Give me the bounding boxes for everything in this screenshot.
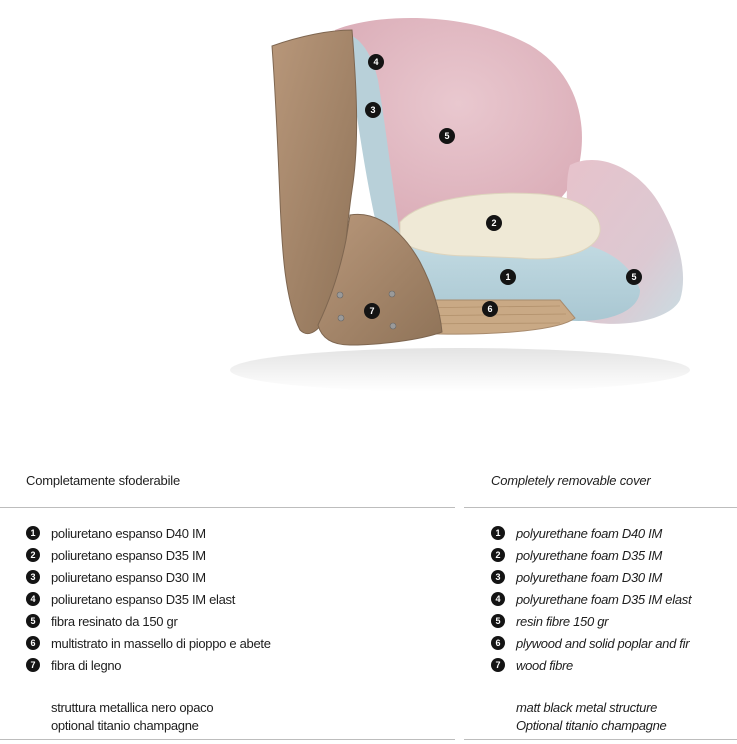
list-item xyxy=(491,588,691,610)
number-badge: 5 xyxy=(491,614,505,628)
list-item xyxy=(26,588,271,610)
list-item xyxy=(26,632,271,654)
marker-label: 4 xyxy=(373,57,379,68)
english-title: Completely removable cover xyxy=(491,473,651,488)
material-label: polyurethane foam D35 IM xyxy=(516,547,662,563)
italian-bottom-rule xyxy=(0,739,455,740)
list-item xyxy=(26,654,271,676)
marker-6 xyxy=(482,301,498,317)
material-label: polyurethane foam D30 IM xyxy=(516,569,662,585)
number-badge: 7 xyxy=(26,658,40,672)
number-badge: 7 xyxy=(491,658,505,672)
number-badge: 6 xyxy=(491,636,505,650)
number-badge: 6 xyxy=(26,636,40,650)
marker-3 xyxy=(365,102,381,118)
list-item xyxy=(491,566,691,588)
number-badge: 2 xyxy=(26,548,40,562)
material-label: polyurethane foam D40 IM xyxy=(516,525,662,541)
material-label: fibra resinato da 150 gr xyxy=(51,613,178,629)
list-item xyxy=(26,544,271,566)
list-item xyxy=(491,522,691,544)
english-materials-list xyxy=(491,522,691,676)
english-column xyxy=(491,470,737,733)
marker-5 xyxy=(439,128,455,144)
list-item xyxy=(26,610,271,632)
material-label: poliuretano espanso D35 IM xyxy=(51,547,206,563)
material-label: resin fibre 150 gr xyxy=(516,613,609,629)
number-badge: 4 xyxy=(491,592,505,606)
list-item xyxy=(491,632,691,654)
list-item xyxy=(26,566,271,588)
material-label: poliuretano espanso D35 IM elast xyxy=(51,591,236,607)
english-rule xyxy=(464,507,737,508)
number-badge: 1 xyxy=(491,526,505,540)
material-label: poliuretano espanso D30 IM xyxy=(51,569,206,585)
ground-shadow xyxy=(230,348,690,392)
marker-label: 6 xyxy=(487,304,493,315)
structure-note: struttura metallica nero opaco xyxy=(51,700,214,715)
marker-5 xyxy=(626,269,642,285)
marker-label: 5 xyxy=(444,131,450,142)
optional-note: Optional titanio champagne xyxy=(516,718,667,733)
english-bottom-rule xyxy=(464,739,737,740)
italian-rule xyxy=(0,507,455,508)
number-badge: 3 xyxy=(26,570,40,584)
marker-label: 7 xyxy=(369,306,375,317)
marker-7 xyxy=(364,303,380,319)
marker-1 xyxy=(500,269,516,285)
number-badge: 1 xyxy=(26,526,40,540)
list-item xyxy=(491,654,691,676)
material-label: plywood and solid poplar and fir xyxy=(516,635,690,651)
marker-2 xyxy=(486,215,502,231)
number-badge: 3 xyxy=(491,570,505,584)
italian-title: Completamente sfoderabile xyxy=(26,473,180,488)
marker-label: 5 xyxy=(631,272,637,283)
optional-note: optional titanio champagne xyxy=(51,718,199,733)
material-label: multistrato in massello di pioppo e abete xyxy=(51,635,271,651)
marker-label: 3 xyxy=(370,105,376,116)
material-label: wood fibre xyxy=(516,657,573,673)
english-notes xyxy=(516,699,666,735)
italian-column xyxy=(26,470,454,733)
number-badge: 4 xyxy=(26,592,40,606)
marker-4 xyxy=(368,54,384,70)
structure-note: matt black metal structure xyxy=(516,700,658,715)
marker-label: 1 xyxy=(505,272,511,283)
list-item xyxy=(491,544,691,566)
italian-materials-list xyxy=(26,522,271,676)
number-badge: 5 xyxy=(26,614,40,628)
list-item xyxy=(491,610,691,632)
material-label: fibra di legno xyxy=(51,657,122,673)
number-badge: 2 xyxy=(491,548,505,562)
italian-notes xyxy=(51,699,213,735)
list-item xyxy=(26,522,271,544)
material-label: poliuretano espanso D40 IM xyxy=(51,525,206,541)
marker-label: 2 xyxy=(491,218,497,229)
material-label: polyurethane foam D35 IM elast xyxy=(516,591,692,607)
